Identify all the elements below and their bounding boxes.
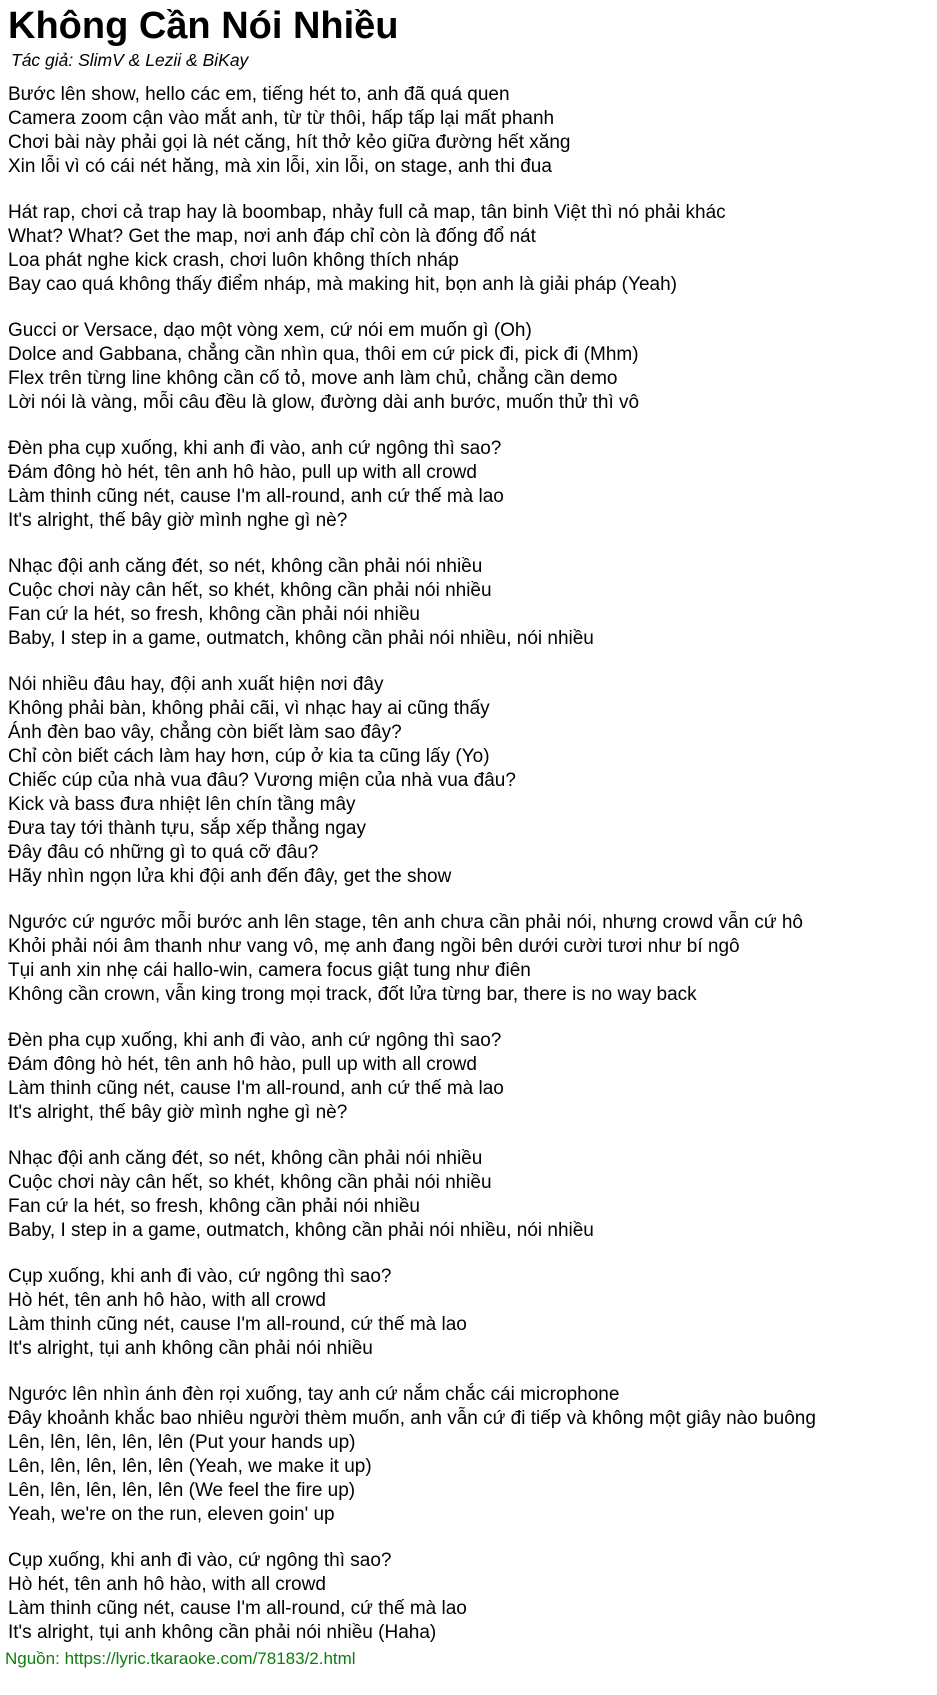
lyric-line: Làm thinh cũng nét, cause I'm all-round, anh cứ thế mà lao <box>8 486 504 507</box>
lyric-line: Nói nhiều đâu hay, đội anh xuất hiện nơi đây <box>8 674 384 695</box>
source-url-link[interactable]: https://lyric.tkaraoke.com/78183/2.html <box>64 1649 356 1668</box>
lyric-line: Bước lên show, hello các em, tiếng hét to, anh đã quá quen <box>8 84 510 105</box>
lyric-line: Ngước lên nhìn ánh đèn rọi xuống, tay anh cứ nắm chắc cái microphone <box>8 1384 620 1405</box>
stanza-1 <box>8 83 937 179</box>
lyric-line: Gucci or Versace, dạo một vòng xem, cứ nói em muốn gì (Oh) <box>8 320 532 341</box>
lyric-line: What? What? Get the map, nơi anh đáp chỉ còn là đống đổ nát <box>8 226 536 247</box>
lyric-line: Không cần crown, vẫn king trong mọi track, đốt lửa từng bar, there is no way back <box>8 984 697 1005</box>
lyric-line: Nhạc đội anh căng đét, so nét, không cần phải nói nhiều <box>8 1148 483 1169</box>
lyric-line: Chỉ còn biết cách làm hay hơn, cúp ở kia ta cũng lấy (Yo) <box>8 746 490 767</box>
lyric-line: Lên, lên, lên, lên, lên (Put your hands up) <box>8 1432 356 1453</box>
stanza-7 <box>8 911 937 1007</box>
lyric-line: Đưa tay tới thành tựu, sắp xếp thẳng ngay <box>8 818 366 839</box>
lyric-line: It's alright, thế bây giờ mình nghe gì nè? <box>8 510 348 531</box>
lyric-line: Hát rap, chơi cả trap hay là boombap, nhảy full cả map, tân binh Việt thì nó phải khác <box>8 202 726 223</box>
lyrics <box>8 83 937 1645</box>
lyric-line: Lên, lên, lên, lên, lên (We feel the fire up) <box>8 1480 356 1501</box>
stanza-10 <box>8 1265 937 1361</box>
lyric-line: Yeah, we're on the run, eleven goin' up <box>8 1504 335 1525</box>
lyric-line: Flex trên từng line không cần cố tỏ, move anh làm chủ, chẳng cần demo <box>8 368 618 389</box>
stanza-8 <box>8 1029 937 1125</box>
lyric-line: Bay cao quá không thấy điểm nháp, mà making hit, bọn anh là giải pháp (Yeah) <box>8 274 677 295</box>
lyric-line: Hò hét, tên anh hô hào, with all crowd <box>8 1290 326 1311</box>
lyric-line: Tụi anh xin nhẹ cái hallo-win, camera focus giật tung như điên <box>8 960 531 981</box>
lyric-line: Đèn pha cụp xuống, khi anh đi vào, anh cứ ngông thì sao? <box>8 1030 502 1051</box>
author-line: Tác giả: SlimV & Lezii & BiKay <box>11 50 249 70</box>
lyric-line: Hãy nhìn ngọn lửa khi đội anh đến đây, get the show <box>8 866 452 887</box>
page-title: Không Cần Nói Nhiều <box>8 5 399 47</box>
lyric-line: Lời nói là vàng, mỗi câu đều là glow, đường dài anh bước, muốn thử thì vô <box>8 392 640 413</box>
lyric-line: Dolce and Gabbana, chẳng cần nhìn qua, thôi em cứ pick đi, pick đi (Mhm) <box>8 344 639 365</box>
stanza-2 <box>8 201 937 297</box>
lyric-line: Ngước cứ ngước mỗi bước anh lên stage, tên anh chưa cần phải nói, nhưng crowd vẫn cứ hô <box>8 912 804 933</box>
lyric-line: Fan cứ la hét, so fresh, không cần phải nói nhiều <box>8 1196 420 1217</box>
stanza-6 <box>8 673 937 889</box>
lyric-line: It's alright, tụi anh không cần phải nói nhiều <box>8 1338 373 1359</box>
lyric-line: Chơi bài này phải gọi là nét căng, hít thở kẻo giữa đường hết xăng <box>8 132 571 153</box>
lyric-line: Fan cứ la hét, so fresh, không cần phải nói nhiều <box>8 604 420 625</box>
lyric-line: Cụp xuống, khi anh đi vào, cứ ngông thì sao? <box>8 1266 392 1287</box>
stanza-9 <box>8 1147 937 1243</box>
lyric-line: Làm thinh cũng nét, cause I'm all-round, anh cứ thế mà lao <box>8 1078 504 1099</box>
stanza-11 <box>8 1383 937 1527</box>
lyric-line: Không phải bàn, không phải cãi, vì nhạc hay ai cũng thấy <box>8 698 490 719</box>
lyric-line: Đám đông hò hét, tên anh hô hào, pull up with all crowd <box>8 462 477 483</box>
source-label: Nguồn: <box>5 1649 60 1668</box>
lyric-line: Đám đông hò hét, tên anh hô hào, pull up with all crowd <box>8 1054 477 1075</box>
lyric-line: Chiếc cúp của nhà vua đâu? Vương miện của nhà vua đâu? <box>8 770 516 791</box>
lyric-line: Cuộc chơi này cân hết, so khét, không cần phải nói nhiều <box>8 1172 492 1193</box>
lyric-line: Đây đâu có những gì to quá cỡ đâu? <box>8 842 319 863</box>
lyric-line: Khỏi phải nói âm thanh như vang vô, mẹ anh đang ngồi bên dưới cười tươi như bí ngô <box>8 936 740 957</box>
lyric-line: Lên, lên, lên, lên, lên (Yeah, we make it up) <box>8 1456 372 1477</box>
stanza-5 <box>8 555 937 651</box>
lyric-line: Ánh đèn bao vây, chẳng còn biết làm sao đây? <box>8 722 402 743</box>
lyric-line: Cụp xuống, khi anh đi vào, cứ ngông thì sao? <box>8 1550 392 1571</box>
lyric-line: Cuộc chơi này cân hết, so khét, không cần phải nói nhiều <box>8 580 492 601</box>
lyric-line: Đèn pha cụp xuống, khi anh đi vào, anh cứ ngông thì sao? <box>8 438 502 459</box>
lyric-line: Làm thinh cũng nét, cause I'm all-round, cứ thế mà lao <box>8 1314 467 1335</box>
lyric-line: Làm thinh cũng nét, cause I'm all-round, cứ thế mà lao <box>8 1598 467 1619</box>
stanza-3 <box>8 319 937 415</box>
lyric-line: Baby, I step in a game, outmatch, không cần phải nói nhiều, nói nhiều <box>8 1220 594 1241</box>
stanza-4 <box>8 437 937 533</box>
lyric-line: Baby, I step in a game, outmatch, không cần phải nói nhiều, nói nhiều <box>8 628 594 649</box>
lyric-line: Hò hét, tên anh hô hào, with all crowd <box>8 1574 326 1595</box>
lyric-line: Đây khoảnh khắc bao nhiêu người thèm muốn, anh vẫn cứ đi tiếp và không một giây nào buông <box>8 1408 816 1429</box>
lyric-line: Camera zoom cận vào mắt anh, từ từ thôi, hấp tấp lại mất phanh <box>8 108 555 129</box>
stanza-12 <box>8 1549 937 1645</box>
lyric-line: It's alright, thế bây giờ mình nghe gì nè? <box>8 1102 348 1123</box>
lyric-line: Xin lỗi vì có cái nét hăng, mà xin lỗi, xin lỗi, on stage, anh thi đua <box>8 156 552 177</box>
lyric-line: It's alright, tụi anh không cần phải nói nhiều (Haha) <box>8 1622 437 1643</box>
lyric-line: Nhạc đội anh căng đét, so nét, không cần phải nói nhiều <box>8 556 483 577</box>
source-line <box>5 1648 937 1670</box>
lyric-line: Loa phát nghe kick crash, chơi luôn không thích nháp <box>8 250 459 271</box>
lyric-line: Kick và bass đưa nhiệt lên chín tầng mây <box>8 794 356 815</box>
